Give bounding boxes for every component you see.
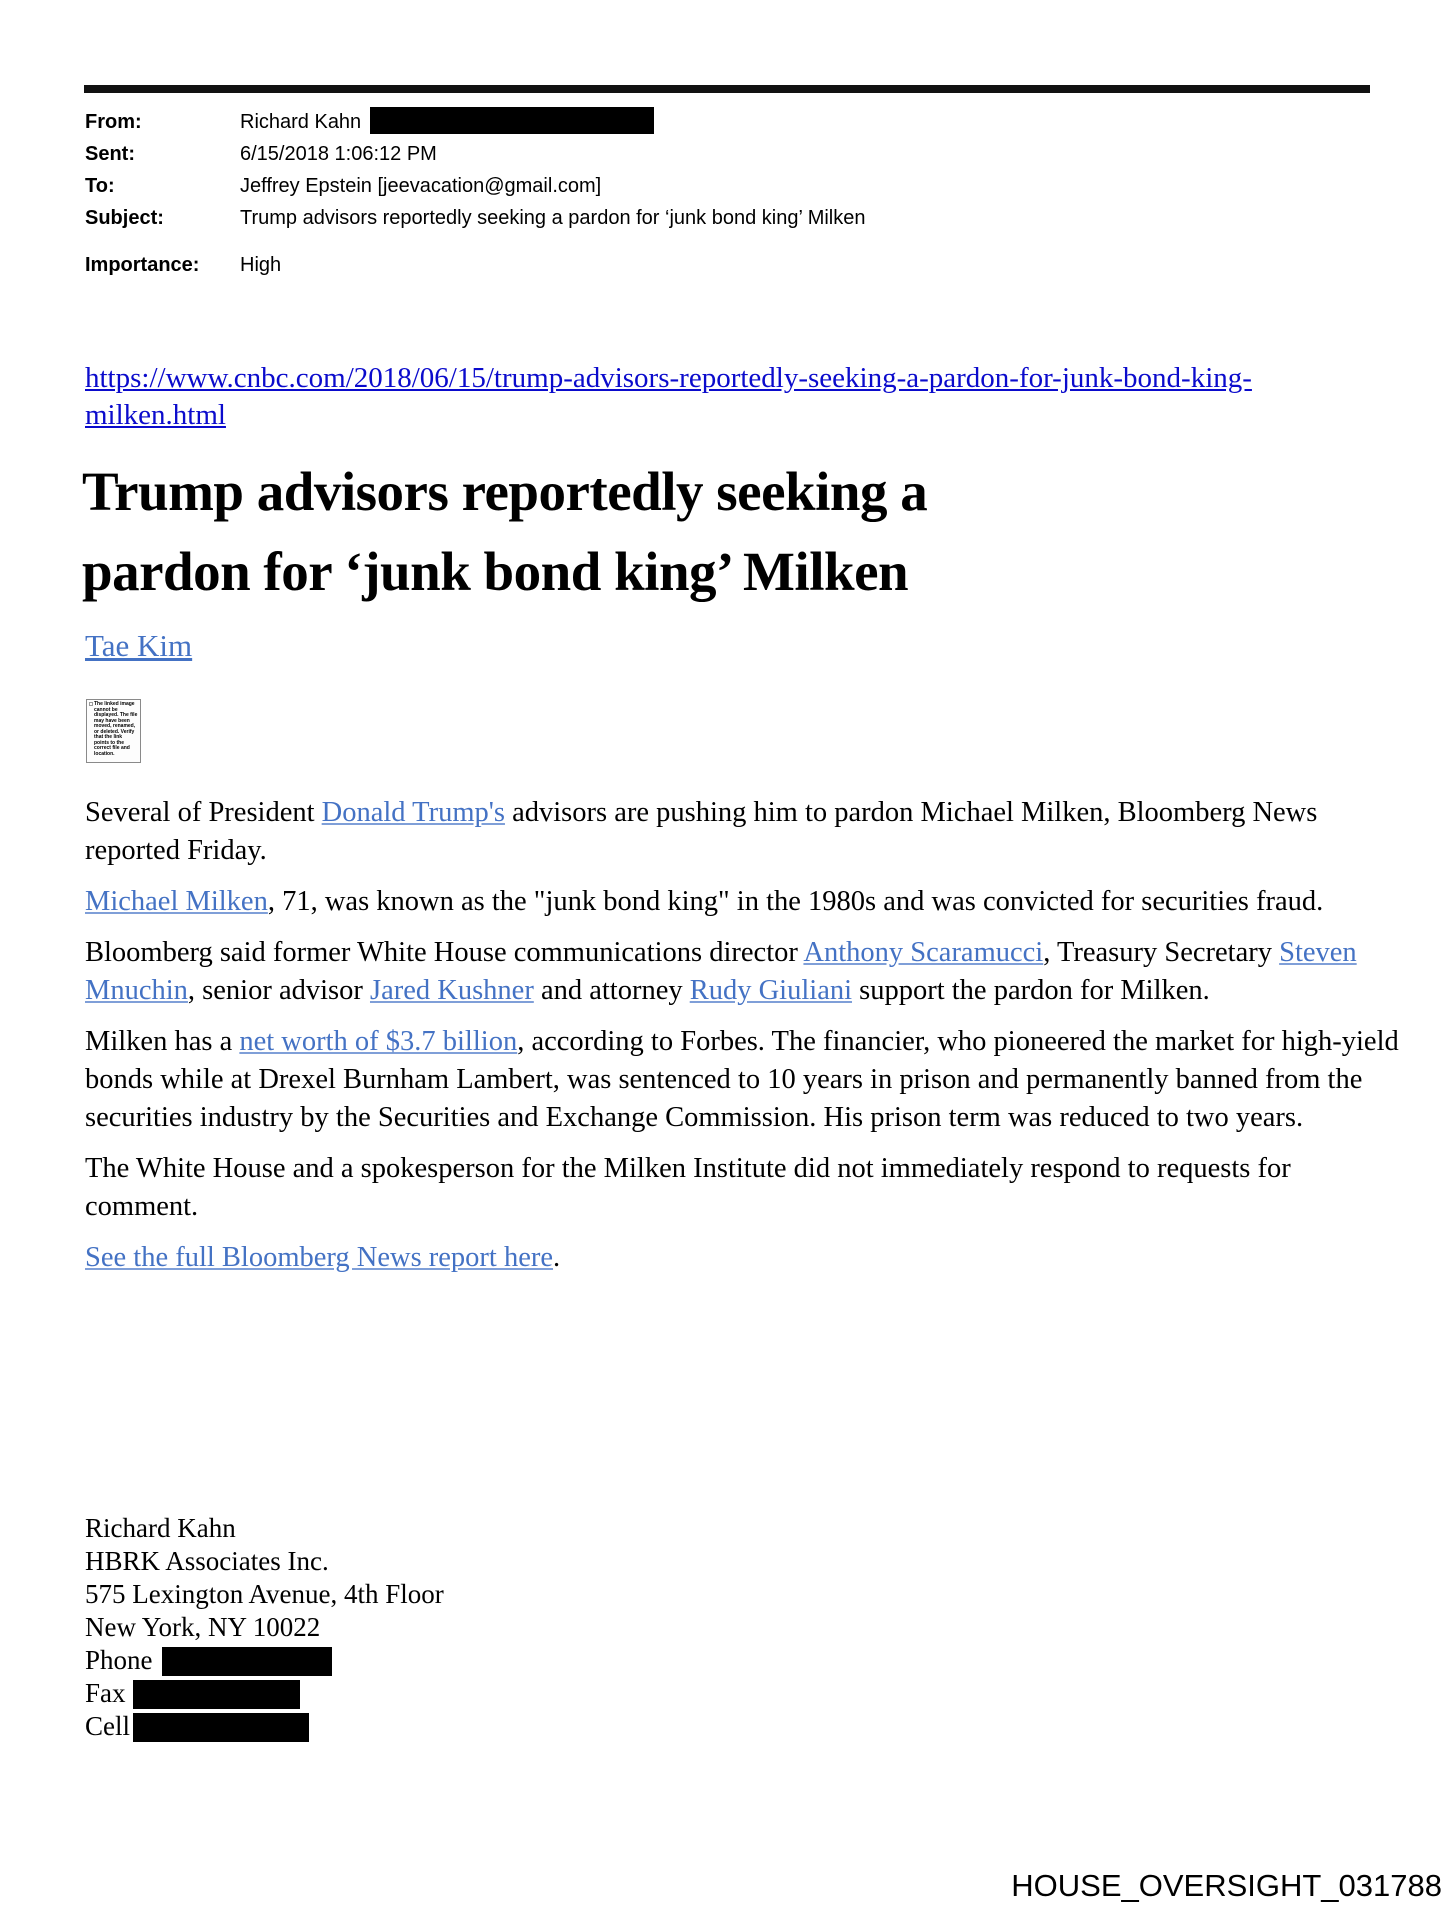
signature-block	[85, 1512, 444, 1743]
inline-link-rudy-giuliani[interactable]: Rudy Giuliani	[689, 975, 853, 1006]
from-label: From:	[85, 111, 142, 133]
paragraph-2	[85, 883, 1400, 921]
header-row-from	[85, 106, 1385, 138]
headline-line1: Trump advisors reportedly seeking a	[82, 461, 928, 522]
text-segment: Milken has a	[85, 1026, 240, 1057]
email-header	[85, 106, 1385, 281]
signature-company: HBRK Associates Inc.	[85, 1546, 329, 1576]
text-segment: support the pardon for Milken.	[852, 975, 1210, 1006]
redaction-bar-fax	[133, 1680, 300, 1709]
paragraph-6	[85, 1239, 1400, 1277]
redaction-bar-from	[370, 107, 654, 134]
from-value-wrap	[240, 106, 654, 138]
text-segment: , senior advisor	[187, 975, 370, 1006]
header-row-sent	[85, 138, 1385, 170]
signature-address-line1: 575 Lexington Avenue, 4th Floor	[85, 1579, 444, 1609]
phone-label: Phone	[85, 1645, 153, 1675]
text-segment: advisors are pushing him to pardon Michael Milken, Bloomberg News reported Friday.	[85, 797, 1318, 866]
text-segment: , 71, was known as the "junk bond king" in the 1980s and was convicted for securities fraud.	[267, 886, 1324, 917]
from-value: Richard Kahn	[240, 111, 362, 133]
paragraph-5	[85, 1150, 1400, 1226]
fax-label: Fax	[85, 1678, 126, 1708]
redaction-bar-phone	[162, 1647, 332, 1676]
text-segment: and attorney	[533, 975, 690, 1006]
header-row-subject	[85, 202, 1385, 234]
redaction-bar-cell	[133, 1713, 309, 1742]
headline-line2: pardon for ‘junk bond king’ Milken	[82, 541, 909, 602]
broken-image-alt-text: The linked image cannot be displayed. The file may have been moved, renamed, or deleted. Verify that the link points to the correct file and location.	[94, 701, 138, 757]
inline-link-net-worth[interactable]: net worth of $3.7 billion	[239, 1026, 518, 1057]
cell-label: Cell	[85, 1711, 130, 1741]
to-label: To:	[85, 175, 115, 197]
signature-phone-line	[85, 1644, 444, 1677]
text-segment: , according to Forbes. The financier, who pioneered the market for high-yield bonds while at Drexel Burnham Lambert, was sentenced to 10 years in prison and permanently banned from the securities industry by the Securities and Exchange Commission. His prison term was reduced to two years.	[85, 1026, 1399, 1133]
header-row-importance	[85, 249, 1385, 281]
inline-link-donald-trumps[interactable]: Donald Trump's	[321, 797, 505, 828]
sent-value: 6/15/2018 1:06:12 PM	[240, 143, 437, 165]
sent-label: Sent:	[85, 143, 135, 165]
header-divider-rule	[84, 85, 1370, 93]
signature-name: Richard Kahn	[85, 1513, 236, 1543]
text-segment: Several of President	[85, 797, 322, 828]
subject-value: Trump advisors reportedly seeking a pardon for ‘junk bond king’ Milken	[240, 207, 866, 229]
signature-cell-line	[85, 1710, 444, 1743]
paragraph-4	[85, 1023, 1400, 1137]
article-url-block	[85, 360, 1252, 434]
text-segment: , Treasury Secretary	[1043, 937, 1280, 968]
inline-link-michael-milken[interactable]: Michael Milken	[85, 886, 268, 917]
inline-link-anthony-scaramucci[interactable]: Anthony Scaramucci	[803, 937, 1044, 968]
article-url-link-line2[interactable]: milken.html	[85, 399, 226, 431]
article-url-link-line1[interactable]: https://www.cnbc.com/2018/06/15/trump-advisors-reportedly-seeking-a-pardon-for-junk-bond-king-	[85, 362, 1252, 394]
article-body	[85, 794, 1400, 1290]
text-segment: The White House and a spokesperson for the Milken Institute did not immediately respond to requests for comment.	[85, 1153, 1291, 1222]
text-segment: Bloomberg said former White House communications director	[85, 937, 804, 968]
signature-address-line2: New York, NY 10022	[85, 1612, 321, 1642]
inline-link-jared-kushner[interactable]: Jared Kushner	[369, 975, 534, 1006]
signature-fax-line	[85, 1677, 444, 1710]
paragraph-3	[85, 934, 1400, 1010]
bates-number: HOUSE_OVERSIGHT_031788	[1011, 1868, 1442, 1903]
paragraph-1	[85, 794, 1400, 870]
to-value: Jeffrey Epstein [jeevacation@gmail.com]	[240, 175, 602, 197]
text-segment: .	[553, 1242, 561, 1273]
importance-value: High	[240, 254, 282, 276]
inline-link-steven-mnuchin[interactable]: Steven Mnuchin	[85, 937, 1357, 1006]
subject-label: Subject:	[85, 207, 164, 229]
byline-author-link[interactable]: Tae Kim	[85, 628, 193, 663]
inline-link-bloomberg-report[interactable]: See the full Bloomberg News report here	[85, 1242, 554, 1273]
header-row-to	[85, 170, 1385, 202]
importance-label: Importance:	[85, 254, 200, 276]
broken-image-placeholder	[86, 699, 141, 763]
article-headline	[82, 452, 1382, 612]
broken-image-icon	[89, 702, 93, 706]
